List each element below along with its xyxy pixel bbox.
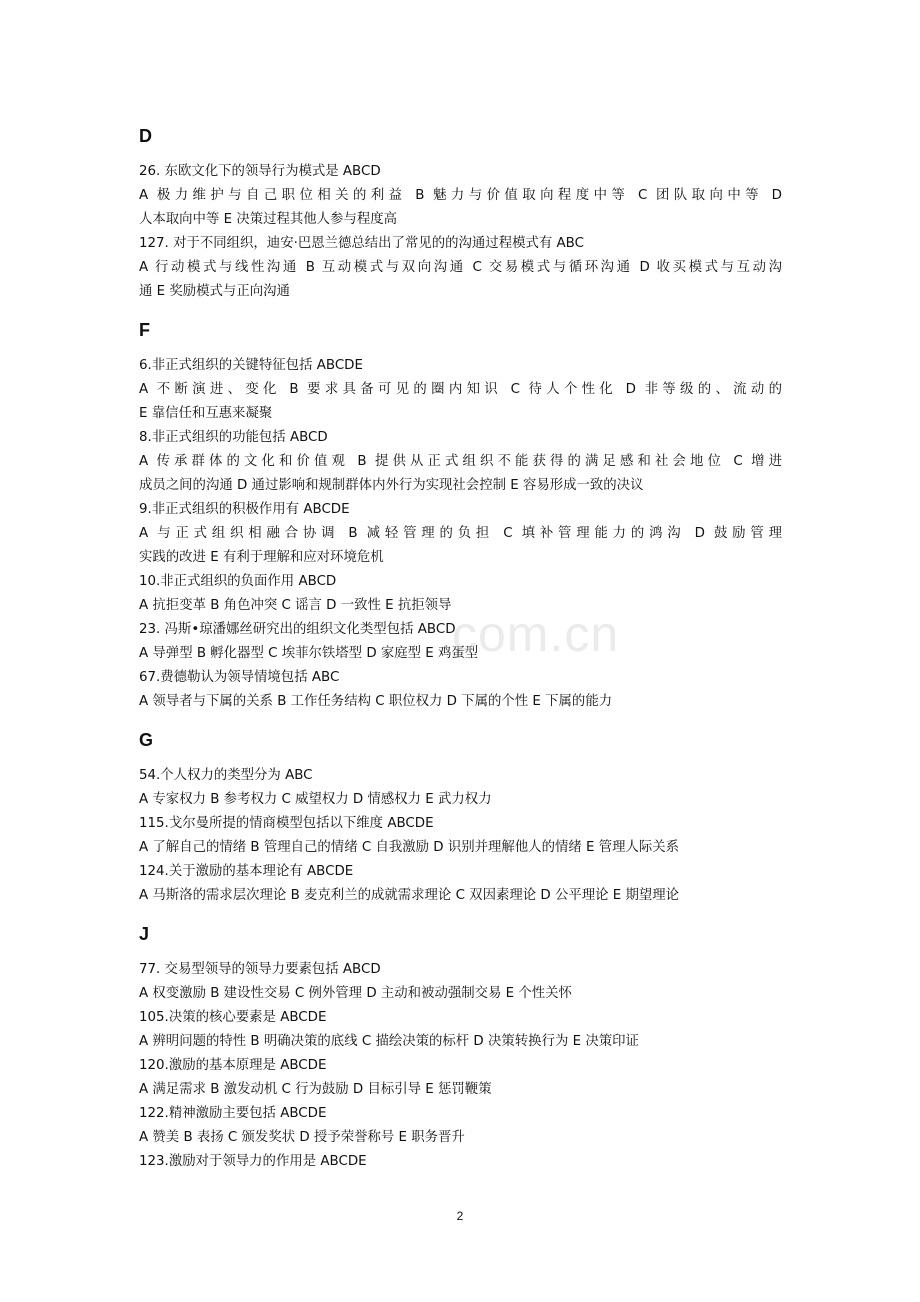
question-line: 115.戈尔曼所提的情商模型包括以下维度 ABCDE	[139, 816, 434, 831]
option-line: 成员之间的沟通 D 通过影响和规制群体内外行为实现社会控制 E 容易形成一致的决议	[139, 478, 644, 493]
option-line: 实践的改进 E 有利于理解和应对环境危机	[139, 550, 384, 565]
option-line: A 极力维护与自己职位相关的利益 B 魅力与价值取向程度中等 C 团队取向中等 D	[139, 188, 782, 203]
option-line: A 权变激励 B 建设性交易 C 例外管理 D 主动和被动强制交易 E 个性关怀	[139, 986, 572, 1001]
question-line: 8.非正式组织的功能包括 ABCD	[139, 430, 328, 445]
page-number: 2	[456, 1209, 464, 1223]
question-line: 6.非正式组织的关键特征包括 ABCDE	[139, 358, 363, 373]
question-line: 127. 对于不同组织，迪安·巴恩兰德总结出了常见的的沟通过程模式有 ABC	[139, 236, 584, 251]
question-line: 120.激励的基本原理是 ABCDE	[139, 1058, 327, 1073]
option-line: A 导弹型 B 孵化器型 C 埃菲尔铁塔型 D 家庭型 E 鸡蛋型	[139, 646, 479, 661]
option-line: A 抗拒变革 B 角色冲突 C 谣言 D 一致性 E 抗拒领导	[139, 598, 452, 613]
question-line: 23. 冯斯•琼潘娜丝研究出的组织文化类型包括 ABCD	[139, 622, 456, 637]
option-line: A 行动模式与线性沟通 B 互动模式与双向沟通 C 交易模式与循环沟通 D 收买模式与互动沟	[139, 260, 782, 275]
question-line: 123.激励对于领导力的作用是 ABCDE	[139, 1154, 367, 1169]
question-line: 77. 交易型领导的领导力要素包括 ABCD	[139, 962, 381, 977]
option-line: A 满足需求 B 激发动机 C 行为鼓励 D 目标引导 E 惩罚鞭策	[139, 1082, 492, 1097]
option-line: 人本取向中等 E 决策过程其他人参与程度高	[139, 212, 398, 227]
section-heading: D	[139, 126, 152, 146]
option-line: 通 E 奖励模式与正向沟通	[139, 284, 290, 299]
document-page	[139, 124, 782, 1174]
question-line: 26. 东欧文化下的领导行为模式是 ABCD	[139, 164, 381, 179]
option-line: E 靠信任和互惠来凝聚	[139, 406, 273, 421]
section-d	[139, 124, 782, 304]
option-line: A 不断演进、变化 B 要求具备可见的圈内知识 C 待人个性化 D 非等级的、流动的	[139, 382, 782, 397]
option-line: A 与正式组织相融合协调 B 减轻管理的负担 C 填补管理能力的鸿沟 D 鼓励管理	[139, 526, 782, 541]
option-line: A 马斯洛的需求层次理论 B 麦克利兰的成就需求理论 C 双因素理论 D 公平理论 E 期望理论	[139, 888, 680, 903]
question-line: 124.关于激励的基本理论有 ABCDE	[139, 864, 354, 879]
option-line: A 辨明问题的特性 B 明确决策的底线 C 描绘决策的标杆 D 决策转换行为 E 决策印证	[139, 1034, 639, 1049]
section-heading: G	[139, 730, 154, 750]
option-line: A 赞美 B 表扬 C 颁发奖状 D 授予荣誉称号 E 职务晋升	[139, 1130, 465, 1145]
section-j	[139, 922, 782, 1174]
watermark: com.cn	[452, 606, 620, 662]
question-line: 67.费德勒认为领导情境包括 ABC	[139, 670, 340, 685]
question-line: 105.决策的核心要素是 ABCDE	[139, 1010, 327, 1025]
option-line: A 领导者与下属的关系 B 工作任务结构 C 职位权力 D 下属的个性 E 下属的能力	[139, 694, 613, 709]
question-line: 10.非正式组织的负面作用 ABCD	[139, 574, 337, 589]
question-line: 122.精神激励主要包括 ABCDE	[139, 1106, 327, 1121]
section-heading: F	[139, 320, 150, 340]
question-line: 9.非正式组织的积极作用有 ABCDE	[139, 502, 350, 517]
option-line: A 专家权力 B 参考权力 C 威望权力 D 情感权力 E 武力权力	[139, 792, 492, 807]
section-f	[139, 318, 782, 714]
question-line: 54.个人权力的类型分为 ABC	[139, 768, 313, 783]
option-line: A 传承群体的文化和价值观 B 提供从正式组织不能获得的满足感和社会地位 C 增进	[139, 454, 782, 469]
section-heading: J	[139, 924, 150, 944]
option-line: A 了解自己的情绪 B 管理自己的情绪 C 自我激励 D 识别并理解他人的情绪 E 管理人际关系	[139, 840, 680, 855]
section-g	[139, 728, 782, 908]
